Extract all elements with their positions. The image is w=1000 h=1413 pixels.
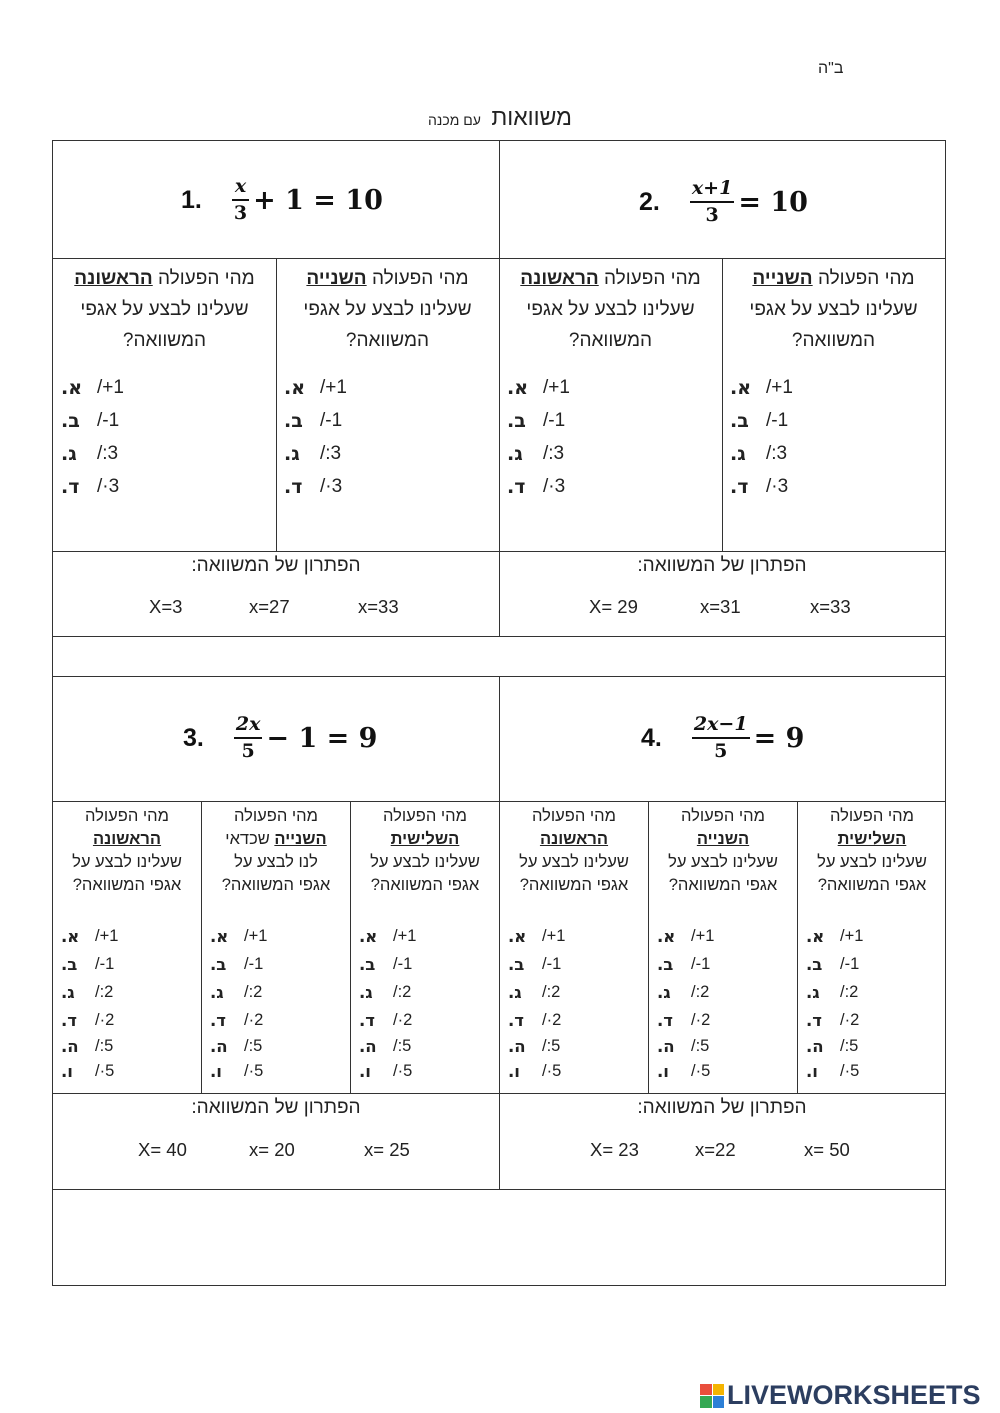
option[interactable]: ב. /-1 xyxy=(730,409,789,432)
option[interactable]: א. /+1 xyxy=(507,376,570,399)
option[interactable]: ג. /:2 xyxy=(61,982,114,1002)
options-eq3-first xyxy=(61,922,118,1084)
option[interactable]: א. /+1 xyxy=(61,376,124,399)
option[interactable]: ה. /:5 xyxy=(508,1037,561,1056)
equation-number: 1. xyxy=(181,185,202,214)
solution-answer[interactable]: x=33 xyxy=(810,596,851,617)
fraction: $\frac{x+1}{3}$ xyxy=(691,177,733,226)
option[interactable]: א. /+1 xyxy=(359,926,417,946)
options-eq4-third xyxy=(806,922,863,1084)
equation-number: 4. xyxy=(641,723,662,752)
solution-answer[interactable]: x=33 xyxy=(358,596,399,617)
solution-answer[interactable]: x=22 xyxy=(695,1139,736,1160)
equation-rest: = 10 xyxy=(738,186,808,218)
option[interactable]: ד. /·2 xyxy=(359,1010,413,1030)
solution-answer[interactable]: x= 20 xyxy=(249,1139,295,1160)
option[interactable]: ד. /·2 xyxy=(61,1010,115,1030)
option[interactable]: ג. /:2 xyxy=(359,982,412,1002)
question-eq3-third: מהי הפעולה השלישית שעלינו לבצע על אגפי המשוואה? xyxy=(370,807,480,894)
option[interactable]: ב. /-1 xyxy=(359,954,413,974)
solution-label-eq2: הפתרון של המשוואה: xyxy=(637,555,807,576)
option[interactable]: ו. /·5 xyxy=(359,1062,413,1081)
solution-answer[interactable]: x= 50 xyxy=(804,1139,850,1160)
option[interactable]: ב. /-1 xyxy=(507,409,566,432)
fraction: $\frac{2x}{5}$ xyxy=(235,713,261,762)
option[interactable]: ד. /·2 xyxy=(210,1010,264,1030)
option[interactable]: ב. /-1 xyxy=(508,954,562,974)
bh-heading: ב"ה xyxy=(818,60,844,77)
options-eq2-second xyxy=(730,371,793,503)
equation-number: 2. xyxy=(639,187,660,216)
option[interactable]: ה. /:5 xyxy=(806,1037,859,1056)
solution-label-eq1: הפתרון של המשוואה: xyxy=(191,555,361,576)
option[interactable]: ג. /:2 xyxy=(657,982,710,1002)
option[interactable]: ג. /:2 xyxy=(806,982,859,1002)
options-eq4-second xyxy=(657,922,714,1084)
fraction: $\frac{2x-1}{5}$ xyxy=(693,713,748,762)
option[interactable]: ג. /:3 xyxy=(61,442,119,465)
option[interactable]: ג. /:3 xyxy=(507,442,565,465)
option[interactable]: א. /+1 xyxy=(61,926,119,946)
option[interactable]: ד. /·3 xyxy=(61,475,120,498)
option[interactable]: ו. /·5 xyxy=(61,1062,115,1081)
option[interactable]: ו. /·5 xyxy=(508,1062,562,1081)
option[interactable]: ד. /·3 xyxy=(284,475,343,498)
equation-4 xyxy=(641,715,804,761)
question-eq2-second: מהי הפעולה השנייה שעלינו לבצע על אגפי המשוואה? xyxy=(749,268,918,351)
solution-answer[interactable]: X= 40 xyxy=(138,1139,187,1160)
worksheet-title xyxy=(0,104,1000,131)
option[interactable]: ג. /:2 xyxy=(210,982,263,1002)
option[interactable]: א. /+1 xyxy=(806,926,864,946)
solution-answer[interactable]: x=27 xyxy=(249,596,290,617)
option[interactable]: ד. /·3 xyxy=(730,475,789,498)
title-sub: עם מכנה xyxy=(428,112,481,128)
option[interactable]: ה. /:5 xyxy=(210,1037,263,1056)
table-bottom xyxy=(52,677,946,1286)
option[interactable]: ה. /:5 xyxy=(657,1037,710,1056)
logo-mark-icon xyxy=(700,1384,724,1408)
option[interactable]: ב. /-1 xyxy=(210,954,264,974)
option[interactable]: ה. /:5 xyxy=(61,1037,114,1056)
equation-rest: + 1 = 10 xyxy=(253,184,383,216)
equation-rest: − 1 = 9 xyxy=(266,722,378,754)
options-eq2-first xyxy=(507,371,570,503)
option[interactable]: ב. /-1 xyxy=(657,954,711,974)
option[interactable]: ד. /·2 xyxy=(657,1010,711,1030)
question-eq1-second: מהי הפעולה השנייה שעלינו לבצע על אגפי המשוואה? xyxy=(303,268,472,351)
option[interactable]: ד. /·3 xyxy=(507,475,566,498)
question-eq4-second: מהי הפעולה השנייה שעלינו לבצע על אגפי המשוואה? xyxy=(668,807,778,894)
question-eq1-first: מהי הפעולה הראשונה שעלינו לבצע על אגפי המשוואה? xyxy=(74,268,255,351)
solution-label-eq3: הפתרון של המשוואה: xyxy=(191,1097,361,1118)
solution-label-eq4: הפתרון של המשוואה: xyxy=(637,1097,807,1118)
option[interactable]: ב. /-1 xyxy=(61,409,120,432)
option[interactable]: ד. /·2 xyxy=(508,1010,562,1030)
option[interactable]: א. /+1 xyxy=(284,376,347,399)
option[interactable]: א. /+1 xyxy=(657,926,715,946)
option[interactable]: ב. /-1 xyxy=(806,954,860,974)
option[interactable]: ו. /·5 xyxy=(806,1062,860,1081)
question-eq3-second: מהי הפעולה השנייה שכדאי לנו לבצע על אגפי המשוואה? xyxy=(221,807,331,894)
option[interactable]: א. /+1 xyxy=(210,926,268,946)
option[interactable]: ב. /-1 xyxy=(284,409,343,432)
option[interactable]: ב. /-1 xyxy=(61,954,115,974)
options-eq1-second xyxy=(284,371,347,503)
equation-3 xyxy=(183,715,377,761)
option[interactable]: א. /+1 xyxy=(508,926,566,946)
solution-answer[interactable]: X= 23 xyxy=(590,1139,639,1160)
solution-answer[interactable]: X= 29 xyxy=(589,596,638,617)
equation-rest: = 9 xyxy=(753,722,805,754)
option[interactable]: ה. /:5 xyxy=(359,1037,412,1056)
option[interactable]: ג. /:3 xyxy=(284,442,342,465)
question-eq4-third: מהי הפעולה השלישית שעלינו לבצע על אגפי המשוואה? xyxy=(817,807,927,894)
liveworksheets-logo xyxy=(700,1380,981,1411)
options-eq3-second xyxy=(210,922,267,1084)
option[interactable]: ג. /:2 xyxy=(508,982,561,1002)
table-top xyxy=(52,140,946,677)
fraction: $\frac{x}{3}$ xyxy=(233,175,248,224)
question-eq2-first: מהי הפעולה הראשונה שעלינו לבצע על אגפי המשוואה? xyxy=(520,268,701,351)
title-main: משוואות xyxy=(491,104,572,130)
solution-answer[interactable]: x=31 xyxy=(700,596,741,617)
question-eq4-first: מהי הפעולה הראשונה שעלינו לבצע על אגפי המשוואה? xyxy=(519,807,629,894)
solution-answer[interactable]: X=3 xyxy=(149,596,183,617)
options-eq1-first xyxy=(61,371,124,503)
question-eq3-first: מהי הפעולה הראשונה שעלינו לבצע על אגפי המשוואה? xyxy=(72,807,182,894)
logo-text: LIVEWORKSHEETS xyxy=(727,1380,981,1410)
option[interactable]: ג. /:3 xyxy=(730,442,788,465)
option[interactable]: ו. /·5 xyxy=(657,1062,711,1081)
solution-answer[interactable]: x= 25 xyxy=(364,1139,410,1160)
equation-1 xyxy=(181,177,383,223)
options-eq3-third xyxy=(359,922,416,1084)
option[interactable]: ד. /·2 xyxy=(806,1010,860,1030)
option[interactable]: ו. /·5 xyxy=(210,1062,264,1081)
equation-2 xyxy=(639,179,808,225)
option[interactable]: א. /+1 xyxy=(730,376,793,399)
equation-number: 3. xyxy=(183,723,204,752)
options-eq4-first xyxy=(508,922,565,1084)
